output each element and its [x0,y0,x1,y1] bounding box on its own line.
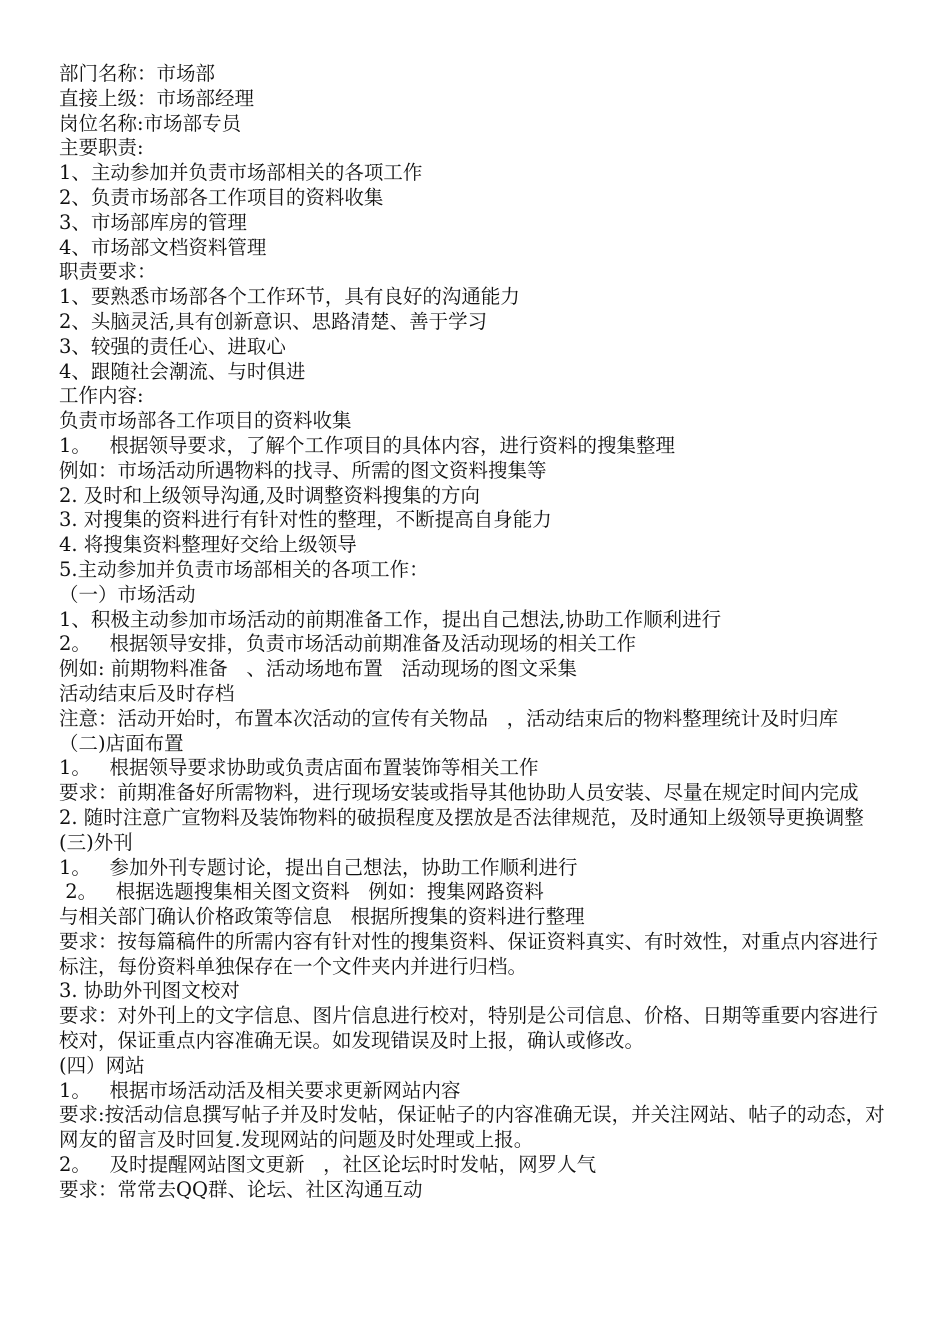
section-heading-website: (四）网站 [59,1053,145,1077]
requirement-item: 1、要熟悉市场部各个工作环节，具有良好的沟通能力 [59,285,520,309]
position-name-line: 岗位名称:市场部专员 [59,111,242,135]
section-heading-market-activity: （一）市场活动 [59,582,196,606]
text-line: 2。 根据领导安排，负责市场活动前期准备及活动现场的相关工作 [59,632,637,656]
text-line: 2. 随时注意广宣物料及装饰物料的破损程度及摆放是否法律规范，及时通知上级领导更换调整 [59,805,864,829]
section-heading-store-layout: （二)店面布置 [59,731,184,755]
requirement-item: 3、较强的责任心、进取心 [59,334,286,358]
work-content-heading: 工作内容: [59,384,144,408]
text-line: 5.主动参加并负责市场部相关的各项工作： [59,557,429,581]
requirement-item: 4、跟随社会潮流、与时俱进 [59,359,306,383]
duty-item: 2、负责市场部各工作项目的资料收集 [59,185,384,209]
requirements-heading: 职责要求： [59,260,157,284]
text-line: 例如: 前期物料准备 、活动场地布置 活动现场的图文采集 [59,657,577,681]
text-line: 活动结束后及时存档 [59,681,235,705]
text-line: 2. 及时和上级领导沟通,及时调整资料搜集的方向 [59,483,481,507]
text-line: 要求:按活动信息撰写帖子并及时发帖，保证帖子的内容准确无误，并关注网站、帖子的动态，对网友的留言及时回复.发现网站的问题及时处理或上报。 [59,1103,885,1152]
text-line: 4. 将搜集资料整理好交给上级领导 [59,533,357,557]
text-line: 1。 根据市场活动活及相关要求更新网站内容 [59,1078,461,1102]
text-line: 要求：常常去QQ群、论坛、社区沟通互动 [59,1177,423,1201]
text-line: 1。 根据领导要求，了解个工作项目的具体内容，进行资料的搜集整理 [59,433,676,457]
text-line: 与相关部门确认价格政策等信息 根据所搜集的资料进行整理 [59,905,585,929]
text-line: 注意：活动开始时，布置本次活动的宣传有关物品 ，活动结束后的物料整理统计及时归库 [59,706,839,730]
duty-item: 3、市场部库房的管理 [59,210,247,234]
duty-item: 4、市场部文档资料管理 [59,235,267,259]
text-line: 3. 对搜集的资料进行有针对性的整理，不断提高自身能力 [59,508,552,532]
text-line: 1。 参加外刊专题讨论，提出自己想法，协助工作顺利进行 [59,855,578,879]
text-line: 要求：前期准备好所需物料，进行现场安装或指导其他协助人员安装、尽量在规定时间内完成 [59,781,859,805]
requirement-item: 2、头脑灵活,具有创新意识、思路清楚、善于学习 [59,309,488,333]
direct-superior-line: 直接上级：市场部经理 [59,86,255,110]
text-line: 2。 及时提醒网站图文更新 ，社区论坛时时发帖，网罗人气 [59,1153,597,1177]
text-line: 要求：对外刊上的文字信息、图片信息进行校对，特别是公司信息、价格、日期等重要内容进行校对，保证重点内容准确无误。如发现错误及时上报，确认或修改。 [59,1004,879,1053]
text-line: 3. 协助外刊图文校对 [59,979,240,1003]
section-heading-external-journal: (三)外刊 [59,830,133,854]
duty-item: 1、主动参加并负责市场部相关的各项工作 [59,161,423,185]
text-line: 1、积极主动参加市场活动的前期准备工作，提出自己想法,协助工作顺利进行 [59,607,722,631]
dept-name-line: 部门名称：市场部 [59,62,216,85]
text-line: 负责市场部各工作项目的资料收集 [59,409,352,433]
text-line: 2。 根据选题搜集相关图文资料 例如：搜集网路资料 [59,880,544,904]
text-line: 例如：市场活动所遇物料的找寻、所需的图文资料搜集等 [59,458,547,482]
main-duties-heading: 主要职责: [59,136,144,160]
text-line: 要求：按每篇稿件的所需内容有针对性的搜集资料、保证资料真实、有时效性，对重点内容进行标注，每份资料单独保存在一个文件夹内并进行归档。 [59,929,879,978]
text-line: 1。 根据领导要求协助或负责店面布置装饰等相关工作 [59,756,539,780]
document-body [59,62,894,1203]
